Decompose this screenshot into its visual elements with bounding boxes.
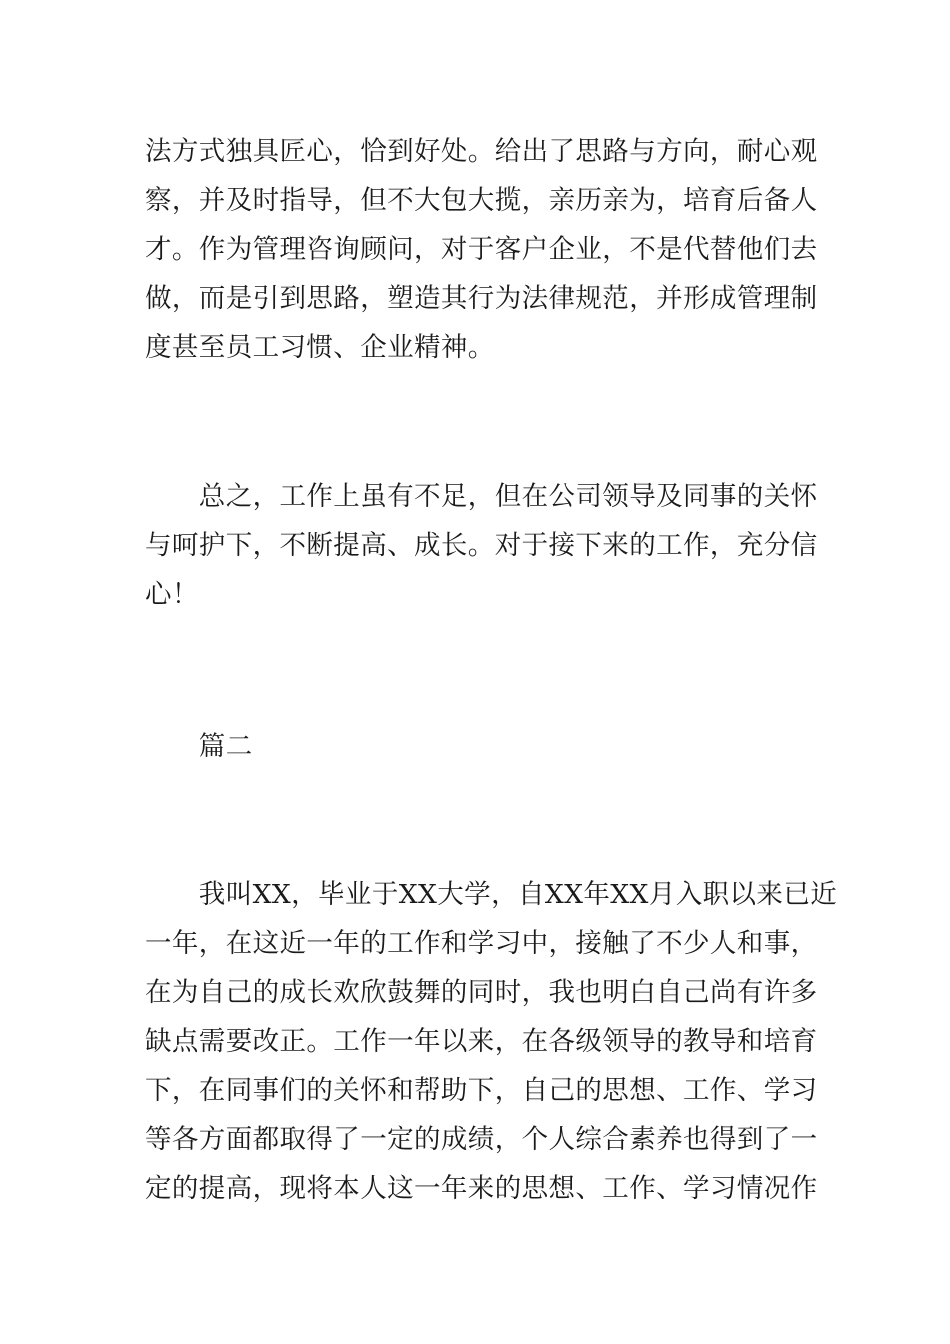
paragraph-2 — [145, 472, 818, 619]
paragraph-line: 度甚至员工习惯、企业精神。 — [145, 332, 495, 363]
paragraph-line: 缺点需要改正。工作一年以来，在各级领导的教导和培育 — [145, 1026, 818, 1057]
paragraph-line: 我叫XX，毕业于XX大学，自XX年XX月入职以来已近 — [145, 879, 838, 910]
paragraph-line: 做，而是引到思路，塑造其行为法律规范，并形成管理制 — [145, 283, 818, 314]
section-heading-text: 篇二 — [145, 731, 253, 762]
paragraph-line: 定的提高，现将本人这一年来的思想、工作、学习情况作 — [145, 1173, 818, 1204]
section-heading — [145, 722, 810, 771]
paragraph-line: 总之，工作上虽有不足，但在公司领导及同事的关怀 — [145, 481, 818, 512]
paragraph-3 — [145, 870, 838, 1213]
paragraph-line: 心！ — [145, 579, 199, 610]
paragraph-line: 在为自己的成长欢欣鼓舞的同时，我也明白自己尚有许多 — [145, 977, 818, 1008]
paragraph-line: 与呵护下，不断提高、成长。对于接下来的工作，充分信 — [145, 530, 818, 561]
paragraph-1 — [145, 127, 818, 372]
paragraph-line: 察，并及时指导，但不大包大揽，亲历亲为，培育后备人 — [145, 185, 818, 216]
paragraph-line: 一年，在这近一年的工作和学习中，接触了不少人和事， — [145, 928, 818, 959]
paragraph-line: 等各方面都取得了一定的成绩，个人综合素养也得到了一 — [145, 1124, 818, 1155]
paragraph-line: 下，在同事们的关怀和帮助下，自己的思想、工作、学习 — [145, 1075, 818, 1106]
paragraph-line: 才。作为管理咨询顾问，对于客户企业，不是代替他们去 — [145, 234, 818, 265]
paragraph-line: 法方式独具匠心，恰到好处。给出了思路与方向，耐心观 — [145, 136, 818, 167]
